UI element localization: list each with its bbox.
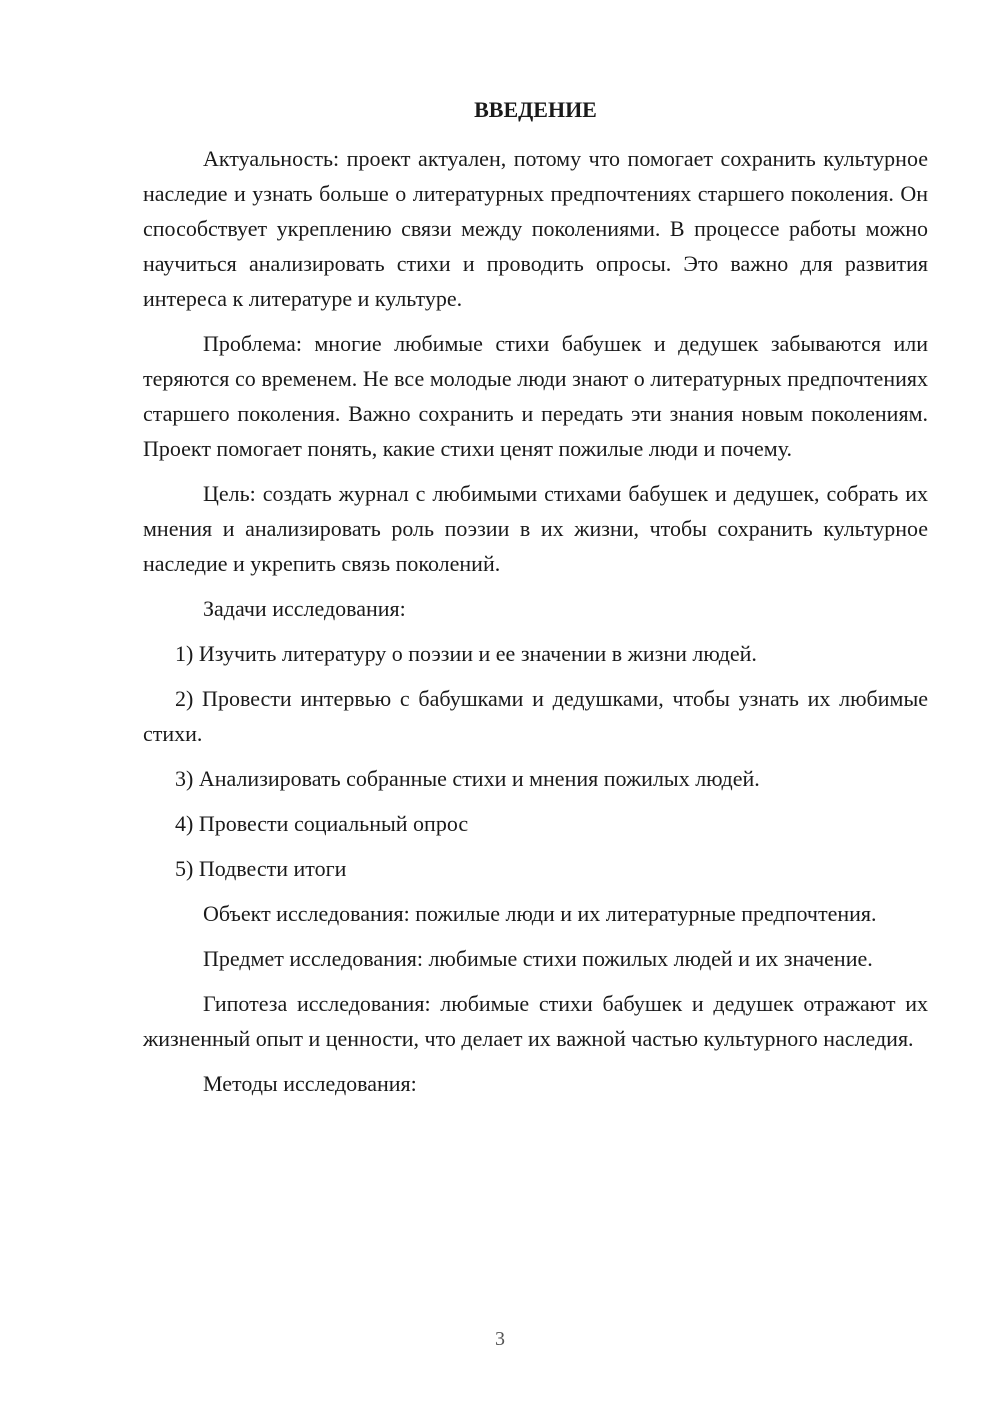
methods-heading: Методы исследования: — [203, 1071, 417, 1096]
subject-paragraph: Предмет исследования: любимые стихи пожилых людей и их значение. — [203, 946, 873, 971]
task-item-2: 2) Провести интервью с бабушками и дедушками, чтобы узнать их любимые стихи. — [143, 686, 928, 746]
relevance-paragraph: Актуальность: проект актуален, потому что помогает сохранить культурное наследие и узнать больше о литературных предпочтениях старшего поколения. Он способствует укреплению связи между поколениями. В процессе работы можно научиться анализировать стихи и проводить опросы. Это важно для развития интереса к литературе и культуре. — [143, 146, 928, 311]
task-item-5: 5) Подвести итоги — [175, 856, 347, 881]
object-paragraph: Объект исследования: пожилые люди и их литературные предпочтения. — [203, 901, 877, 926]
problem-paragraph: Проблема: многие любимые стихи бабушек и дедушек забываются или теряются со временем. Не все молодые люди знают о литературных предпочтениях старшего поколения. Важно сохранить и передать эти знания новым поколениям. Проект помогает понять, какие стихи ценят пожилые люди и почему. — [143, 331, 928, 461]
page-number: 3 — [495, 1328, 505, 1350]
tasks-heading: Задачи исследования: — [203, 596, 406, 621]
hypothesis-paragraph: Гипотеза исследования: любимые стихи бабушек и дедушек отражают их жизненный опыт и ценности, что делает их важной частью культурного наследия. — [143, 991, 928, 1051]
goal-paragraph: Цель: создать журнал с любимыми стихами бабушек и дедушек, собрать их мнения и анализировать роль поэзии в их жизни, чтобы сохранить культурное наследие и укрепить связь поколений. — [143, 481, 928, 576]
task-item-4: 4) Провести социальный опрос — [175, 811, 469, 836]
task-item-3: 3) Анализировать собранные стихи и мнения пожилых людей. — [175, 766, 760, 791]
page-title: ВВЕДЕНИЕ — [474, 97, 597, 122]
document-page — [143, 92, 928, 1111]
task-item-1: 1) Изучить литературу о поэзии и ее значении в жизни людей. — [175, 641, 757, 666]
